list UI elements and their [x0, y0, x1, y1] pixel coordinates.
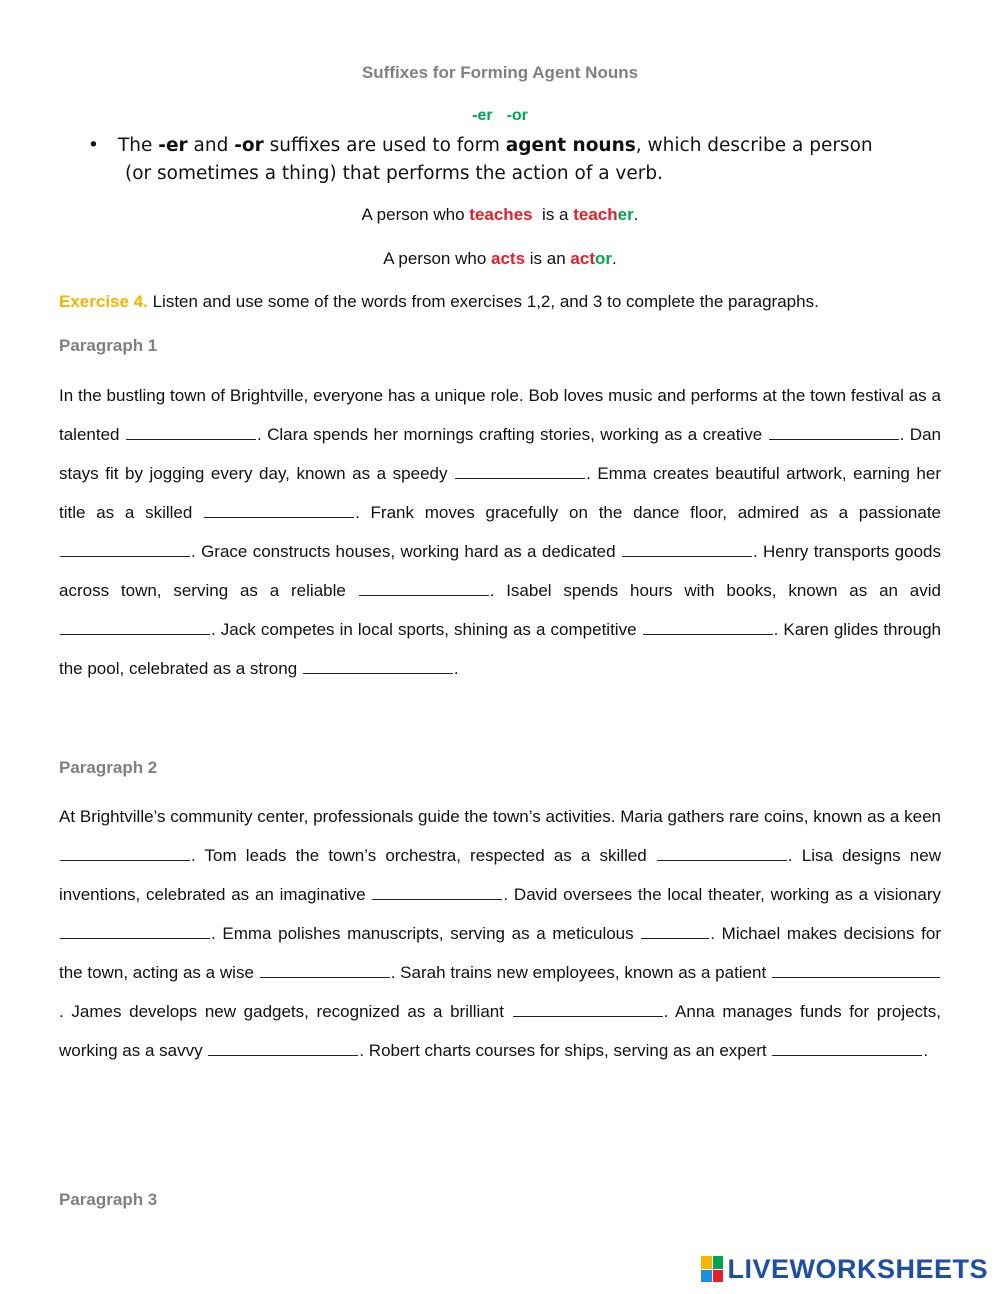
blank-input[interactable] [303, 658, 453, 674]
blank-input[interactable] [359, 580, 489, 596]
exercise-label: Exercise 4. [59, 292, 148, 311]
blank-input[interactable] [772, 962, 940, 978]
exercise-instruction: Exercise 4. Listen and use some of the words from exercises 1,2, and 3 to complete the paragraphs. [59, 292, 819, 311]
blank-input[interactable] [260, 962, 390, 978]
blank-input[interactable] [769, 424, 899, 440]
blank-input[interactable] [455, 463, 585, 479]
blank-input[interactable] [208, 1040, 358, 1056]
blank-input[interactable] [204, 502, 354, 518]
bullet-icon: • [88, 135, 99, 156]
blank-input[interactable] [641, 923, 709, 939]
blank-input[interactable] [772, 1040, 922, 1056]
blank-input[interactable] [60, 845, 190, 861]
definition-line-2: (or sometimes a thing) that performs the action of a verb. [125, 163, 663, 184]
paragraph-2-text: At Brightville’s community center, professionals guide the town’s activities. Maria gathers rare coins, known as a keen . Tom leads the town’s orchestra, respected as a skilled . Lisa designs new inventions, celebrated as an imaginative . David oversees the local theater, working as a visionary . Emma polishes manuscripts, serving as a meticulous . Michael makes decisions for the town, acting as a wise . Sarah trains new employees, known as a patient . James develops new gadgets, recognized as a brilliant . Anna manages funds for projects, working as a savvy . Robert charts courses for ships, serving as an expert . [59, 807, 942, 1060]
blank-input[interactable] [622, 541, 752, 557]
blank-input[interactable] [657, 845, 787, 861]
paragraph-3-heading: Paragraph 3 [59, 1190, 158, 1209]
blank-input[interactable] [60, 541, 190, 557]
logo-text: LIVEWORKSHEETS [727, 1253, 988, 1284]
example-teacher: A person who teaches is a teacher. [361, 205, 639, 224]
definition-bullet [88, 132, 948, 188]
suffix-list [0, 107, 1000, 125]
blank-input[interactable] [643, 619, 773, 635]
page-title: Suffixes for Forming Agent Nouns [361, 63, 639, 82]
blank-input[interactable] [60, 923, 210, 939]
liveworksheets-logo [701, 1254, 988, 1284]
blank-input[interactable] [513, 1001, 663, 1017]
blank-input[interactable] [372, 884, 502, 900]
example-actor: A person who acts is an actor. [383, 249, 617, 268]
paragraph-1-text: In the bustling town of Brightville, everyone has a unique role. Bob loves music and performs at the town festival as a talented . Clara spends her mornings crafting stories, working as a creative . Dan stays fit by jogging every day, known as a speedy . Emma creates beautiful artwork, earning her title as a skilled . Frank moves gracefully on the dance floor, admired as a passionate . Grace constructs houses, working hard as a dedicated . Henry transports goods across town, serving as a reliable . Isabel spends hours with books, known as an avid . Jack competes in local sports, shining as a competitive . Karen glides through the pool, celebrated as a strong . [59, 386, 942, 678]
paragraph-1-heading: Paragraph 1 [59, 336, 158, 355]
suffix-er: -er [472, 107, 493, 124]
definition-line-1: The -er and -or suffixes are used to form agent nouns, which describe a person [118, 135, 873, 156]
suffix-or: -or [506, 107, 528, 124]
blank-input[interactable] [60, 619, 210, 635]
blank-input[interactable] [126, 424, 256, 440]
paragraph-2-heading: Paragraph 2 [59, 758, 158, 777]
logo-icon [701, 1256, 723, 1282]
